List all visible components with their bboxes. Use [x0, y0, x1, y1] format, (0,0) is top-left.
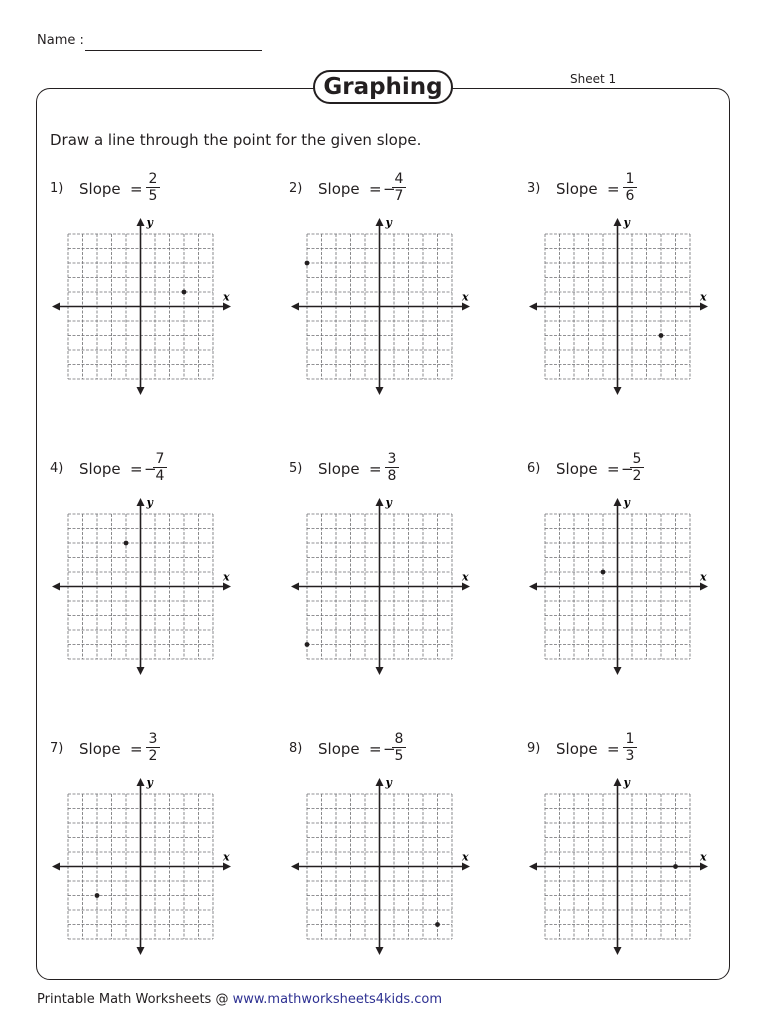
slope-label: Slope	[556, 180, 598, 198]
problem-5	[289, 451, 509, 694]
given-point	[305, 642, 310, 647]
negative-sign: −	[383, 180, 396, 198]
given-point	[305, 261, 310, 266]
slope-denominator: 4	[155, 468, 165, 484]
slope-label: Slope	[318, 460, 360, 478]
arrow-down-icon	[137, 667, 145, 675]
sheet-number: Sheet 1	[570, 72, 617, 86]
problem-2	[289, 171, 509, 414]
problem-number: 6)	[527, 461, 541, 476]
problem-4	[50, 451, 270, 694]
slope-label: Slope	[79, 740, 121, 758]
equals-sign: =	[607, 180, 620, 198]
equals-sign: =	[130, 180, 143, 198]
problem-number: 7)	[50, 741, 64, 756]
problem-3	[527, 171, 747, 414]
name-line[interactable]	[85, 50, 262, 51]
coordinate-grid[interactable]	[527, 212, 727, 402]
arrow-right-icon	[700, 863, 708, 871]
slope-numerator: 2	[146, 171, 160, 188]
arrow-right-icon	[700, 583, 708, 591]
slope-denominator: 6	[625, 188, 635, 204]
negative-sign: −	[621, 460, 634, 478]
slope-denominator: 2	[148, 748, 158, 764]
given-point	[673, 864, 678, 869]
problem-7	[50, 731, 270, 974]
x-axis-label: x	[223, 570, 230, 584]
coordinate-grid[interactable]	[50, 492, 250, 682]
y-axis-label: y	[146, 216, 153, 229]
slope-denominator: 2	[632, 468, 642, 484]
arrow-right-icon	[462, 303, 470, 311]
slope-fraction	[623, 731, 637, 764]
footer-link[interactable]: www.mathworksheets4kids.com	[232, 992, 443, 1007]
slope-denominator: 8	[387, 468, 397, 484]
slope-numerator: 3	[146, 731, 160, 748]
given-point	[124, 541, 129, 546]
footer	[37, 992, 442, 1007]
slope-numerator: 1	[623, 171, 637, 188]
slope-denominator: 5	[394, 748, 404, 764]
arrow-up-icon	[376, 778, 384, 786]
x-axis-label: x	[462, 290, 469, 304]
x-axis-label: x	[700, 850, 707, 864]
slope-denominator: 7	[394, 188, 404, 204]
arrow-left-icon	[52, 303, 60, 311]
arrow-down-icon	[614, 667, 622, 675]
y-axis-label: y	[623, 496, 630, 509]
equals-sign: =	[130, 740, 143, 758]
x-axis-label: x	[223, 850, 230, 864]
arrow-up-icon	[376, 218, 384, 226]
arrow-up-icon	[137, 498, 145, 506]
arrow-right-icon	[223, 303, 231, 311]
footer-prefix: Printable Math Worksheets @	[37, 992, 233, 1007]
slope-fraction	[146, 731, 160, 764]
coordinate-grid[interactable]	[527, 492, 727, 682]
y-axis-label: y	[385, 216, 392, 229]
problem-8	[289, 731, 509, 974]
slope-numerator: 8	[392, 731, 406, 748]
slope-numerator: 3	[385, 451, 399, 468]
equals-sign: =	[607, 740, 620, 758]
arrow-up-icon	[137, 218, 145, 226]
arrow-down-icon	[137, 387, 145, 395]
slope-fraction	[153, 451, 167, 484]
arrow-down-icon	[614, 387, 622, 395]
x-axis-label: x	[700, 290, 707, 304]
arrow-up-icon	[614, 778, 622, 786]
y-axis-label: y	[385, 496, 392, 509]
arrow-left-icon	[52, 583, 60, 591]
problem-number: 3)	[527, 181, 541, 196]
problem-number: 9)	[527, 741, 541, 756]
y-axis-label: y	[623, 776, 630, 789]
equals-sign: =	[369, 460, 382, 478]
equals-sign: =	[369, 740, 382, 758]
negative-sign: −	[144, 460, 157, 478]
coordinate-grid[interactable]	[50, 212, 250, 402]
x-axis-label: x	[462, 850, 469, 864]
arrow-down-icon	[376, 387, 384, 395]
coordinate-grid[interactable]	[289, 492, 489, 682]
slope-denominator: 3	[625, 748, 635, 764]
arrow-left-icon	[52, 863, 60, 871]
given-point	[95, 893, 100, 898]
y-axis-label: y	[623, 216, 630, 229]
coordinate-grid[interactable]	[289, 212, 489, 402]
arrow-down-icon	[376, 667, 384, 675]
arrow-down-icon	[137, 947, 145, 955]
problem-number: 2)	[289, 181, 303, 196]
arrow-left-icon	[529, 863, 537, 871]
arrow-right-icon	[223, 863, 231, 871]
slope-numerator: 5	[630, 451, 644, 468]
arrow-down-icon	[614, 947, 622, 955]
y-axis-label: y	[146, 496, 153, 509]
arrow-right-icon	[223, 583, 231, 591]
slope-label: Slope	[318, 180, 360, 198]
arrow-right-icon	[462, 583, 470, 591]
slope-label: Slope	[79, 180, 121, 198]
instructions: Draw a line through the point for the given slope.	[50, 131, 422, 149]
equals-sign: =	[369, 180, 382, 198]
x-axis-label: x	[223, 290, 230, 304]
slope-fraction	[392, 731, 406, 764]
arrow-right-icon	[462, 863, 470, 871]
slope-fraction	[630, 451, 644, 484]
equals-sign: =	[130, 460, 143, 478]
arrow-up-icon	[137, 778, 145, 786]
problem-number: 4)	[50, 461, 64, 476]
slope-numerator: 7	[153, 451, 167, 468]
problem-9	[527, 731, 747, 974]
x-axis-label: x	[700, 570, 707, 584]
arrow-left-icon	[291, 863, 299, 871]
y-axis-label: y	[385, 776, 392, 789]
slope-fraction	[385, 451, 399, 484]
slope-numerator: 1	[623, 731, 637, 748]
coordinate-grid[interactable]	[50, 772, 250, 962]
given-point	[182, 290, 187, 295]
slope-fraction	[623, 171, 637, 204]
slope-fraction	[146, 171, 160, 204]
arrow-left-icon	[529, 303, 537, 311]
problem-1	[50, 171, 270, 414]
problem-number: 1)	[50, 181, 64, 196]
given-point	[659, 333, 664, 338]
problem-number: 8)	[289, 741, 303, 756]
equals-sign: =	[607, 460, 620, 478]
arrow-down-icon	[376, 947, 384, 955]
arrow-up-icon	[376, 498, 384, 506]
coordinate-grid[interactable]	[527, 772, 727, 962]
arrow-left-icon	[291, 583, 299, 591]
arrow-left-icon	[291, 303, 299, 311]
worksheet-title: Graphing	[313, 70, 453, 104]
given-point	[601, 570, 606, 575]
slope-label: Slope	[556, 460, 598, 478]
coordinate-grid[interactable]	[289, 772, 489, 962]
arrow-up-icon	[614, 498, 622, 506]
slope-label: Slope	[79, 460, 121, 478]
arrow-left-icon	[529, 583, 537, 591]
slope-fraction	[392, 171, 406, 204]
arrow-up-icon	[614, 218, 622, 226]
arrow-right-icon	[700, 303, 708, 311]
name-label: Name :	[37, 33, 84, 48]
slope-label: Slope	[318, 740, 360, 758]
slope-denominator: 5	[148, 188, 158, 204]
problem-6	[527, 451, 747, 694]
x-axis-label: x	[462, 570, 469, 584]
negative-sign: −	[383, 740, 396, 758]
given-point	[435, 922, 440, 927]
slope-label: Slope	[556, 740, 598, 758]
problem-number: 5)	[289, 461, 303, 476]
y-axis-label: y	[146, 776, 153, 789]
slope-numerator: 4	[392, 171, 406, 188]
